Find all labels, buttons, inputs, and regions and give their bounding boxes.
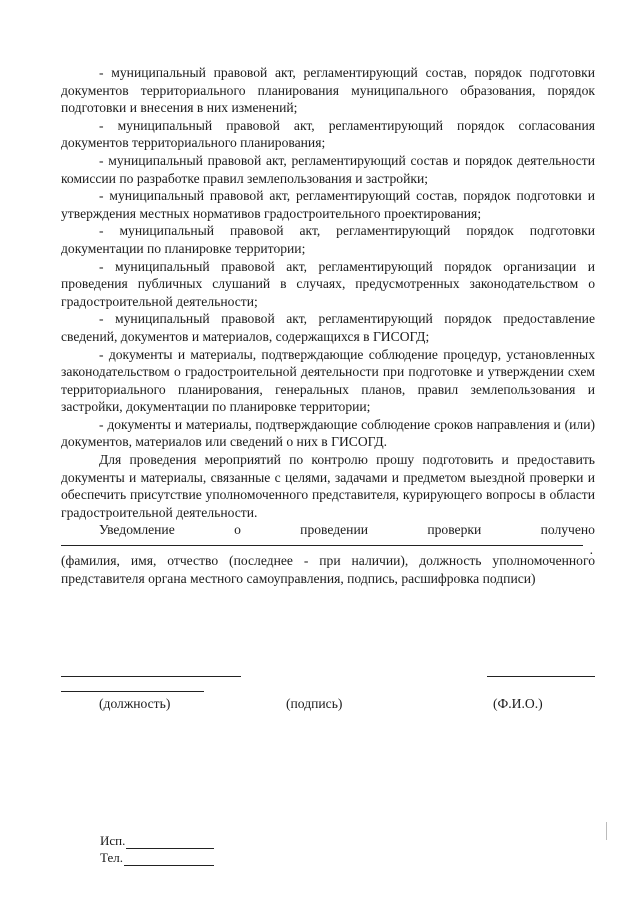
signature-label: (подпись) [286,696,343,711]
phone-row [100,850,214,866]
notice-end-mark: . [589,542,593,558]
notice-word-4: проверки [427,522,482,538]
notice-word-1: Уведомление [99,522,175,538]
paragraph-item-4: - муниципальный правовой акт, регламентирующий состав, порядок подготовки и утверждения местных нормативов градостроительного проектирования; [61,188,595,221]
position-fill-line [61,691,204,692]
paragraph-item-7: - муниципальный правовой акт, регламентирующий порядок предоставление сведений, документов и материалов, содержащихся в ГИСОГД; [61,311,595,344]
full-name-label: (Ф.И.О.) [493,696,543,711]
paragraph-item-1: - муниципальный правовой акт, регламентирующий состав, порядок подготовки документов территориального планирования муниципального образования, порядок подготовки и внесения в них изменений; [61,65,595,116]
paragraph-item-2: - муниципальный правовой акт, регламентирующий порядок согласования документов территориального планирования; [61,117,595,151]
document-body [61,64,595,587]
paragraph-item-3: - муниципальный правовой акт, регламентирующий состав и порядок деятельности комиссии по разработке правил землепользования и застройки; [61,152,595,186]
executor-label: Исп. [100,833,126,848]
executor-fill-line [126,836,214,849]
executor-row [100,833,214,849]
notice-caption: (фамилия, имя, отчество (последнее - при наличии), должность уполномоченного представителя органа местного самоуправления, подпись, расшифровка подписи) [61,553,595,586]
position-label: (должность) [99,696,171,711]
notice-fill-line [61,545,583,546]
notice-word-5: получено [540,522,595,538]
signature-line-top-right [487,676,595,677]
notice-word-3: проведении [300,522,369,538]
notice-received-line [61,521,595,539]
paragraph-item-6: - муниципальный правовой акт, регламентирующий порядок организации и проведения публичных слушаний в случаях, предусмотренных законодательством о градостроительной деятельности; [61,258,595,309]
notice-word-2: о [234,522,241,538]
scan-edge-mark [606,822,607,840]
signature-line-top-left [61,676,241,677]
paragraph-item-8: - документы и материалы, подтверждающие соблюдение процедур, установленных законодательством о градостроительной деятельности при подготовке и утверждении схем территориального планирования, генеральных планов, правил землепользования и застройки, документации по планировке территории; [61,346,595,415]
paragraph-request: Для проведения мероприятий по контролю прошу подготовить и предоставить документы и материалы, связанные с целями, задачами и предметом выездной проверки и обеспечить присутствие уполномоченного представителя, курирующего вопросы в области градостроительной деятельности. [61,452,595,520]
paragraph-item-9: - документы и материалы, подтверждающие соблюдение сроков направления и (или) документов, материалов или сведений о них в ГИСОГД. [61,416,595,450]
paragraph-item-5: - муниципальный правовой акт, регламентирующий порядок подготовки документации по планировке территории; [61,223,595,256]
phone-label: Тел. [100,850,123,865]
phone-fill-line [124,853,214,866]
